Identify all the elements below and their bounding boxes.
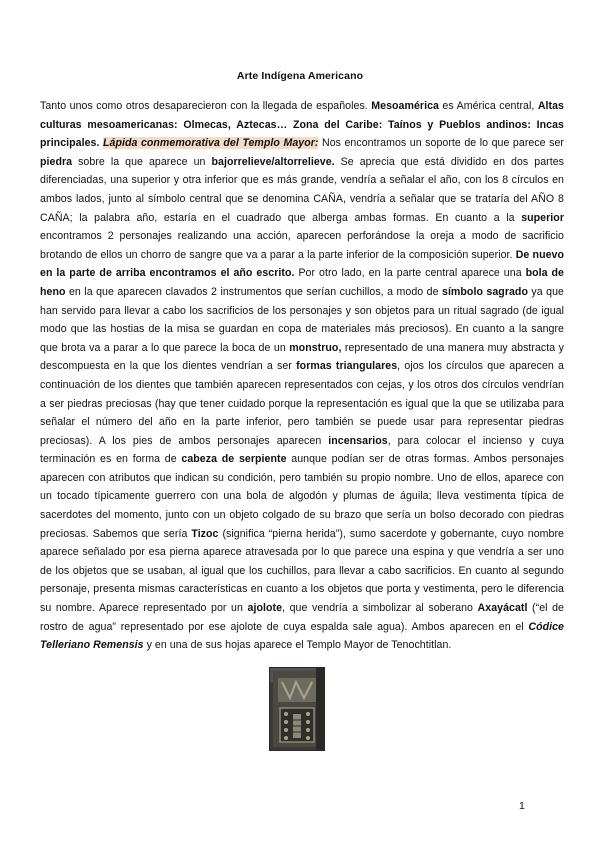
body-paragraph [40,97,564,655]
text-run: representado de una manera muy abstracta y descompuesta en la que los dientes vendrían a ser [40,341,564,373]
bold-term: bola de heno [40,267,564,298]
bold-term: piedra [40,155,73,168]
bold-term: superior [521,211,564,224]
text-run: Nos encontramos un soporte de lo que parece ser [318,137,564,150]
bold-term: cabeza de serpiente [181,453,287,466]
bold-term: Mesoamérica [371,100,439,112]
text-run: encontramos 2 personajes realizando una acción, aparecen perforándose la oreja a modo de sacrificio brotando de ellos un chorro de sangre que va a parar a la parte inferior de la composición superior. [40,230,564,261]
bold-term: bajorrelieve/altorrelieve. [211,155,335,168]
text-run: aunque podían ser de otras formas. Ambos personajes aparecen con atributos que indican su condición, pero también su propio nombre. Uno de ellos, aparece con un tocado típicamente guerrero con una bola de algodón y plumas de águila; lleva vestimenta típica de sacerdotes del momento, junto con un objeto colgado de su brazo que sería un bolso decorado con piedras preciosas. Sabemos que sería [40,453,565,540]
text-run: , ojos los círculos que aparecen a continuación de los dientes que también aparecen representados con cejas, y los otros dos círculos vendrían a ser piedras preciosas (hay que tener cuidado porque la representación es igual que la que se utilizaba para señalar el número del año en la parte inferior, pero también se puede usar para representar piedras preciosas). A los pies de ambos personajes aparecen [40,360,564,447]
document-title: Arte Indígena Americano [236,70,364,82]
bold-term: símbolo sagrado [442,285,528,298]
text-run: , para colocar el incienso y cuya terminación es en forma de [40,434,564,466]
text-run: y en una de sus hojas aparece el Templo Mayor de Tenochtitlan. [143,639,452,652]
text-run: Por otro lado, en la parte central aparece una [294,267,526,280]
stone-relief-photo [269,667,325,751]
bold-term: Códice Telleriano Remensis [40,620,564,652]
bold-term: Altas culturas mesoamericanas: Olmecas, Aztecas… Zona del Caribe: Taínos y Pueblos andinos: Incas principales. [40,100,564,150]
bold-term: monstruo, [289,341,342,354]
text-run: ya que han servido para llevar a cabo los sacrificios de los personajes y son objetos para un ritual sagrado (de igual modo que las hostias de la misa se guardan en copa de materiales más preciosos). En cuanto a la sangre que brota va a parar a lo que parece la boca de un [40,285,564,354]
bold-term: Lápida conmemorativa del Templo Mayor: [103,137,319,150]
text-run: , que vendría a simbolizar al soberano [282,602,478,615]
text-run: es América central, [438,100,538,112]
text-run: (“el de rostro de agua” representado por ese ajolote de cuya espalda sale agua). Ambos aparecen en el [40,602,564,633]
page-number: 1 [519,800,525,812]
text-run: en la que aparecen clavados 2 instrumentos que serían cuchillos, a modo de [65,285,442,298]
text-run: Tanto unos como otros desaparecieron con la llegada de españoles. [40,100,372,112]
bold-term: Axayácatl [477,602,528,615]
bold-term: ajolote [247,602,283,615]
text-run: Se aprecia que está dividido en dos partes diferenciadas, una superior y otra inferior que es más grande, vendría a señalar el año, con los 8 círculos en ambos lados, junto al símbolo central que se denomina CAÑA, vendría a señalar que se trataría del AÑO 8 CAÑA; la palabra año, estaría en el cuadrado que alberga ambas formas. En cuanto a la [40,155,564,224]
bold-term: De nuevo en la parte de arriba encontramos el año escrito. [40,248,564,280]
text-run: sobre la que aparece un [72,155,212,168]
bold-term: formas triangulares [296,360,398,373]
bold-term: incensarios [328,434,388,447]
text-run: (significa “pierna herida”), sumo sacerdote y gobernante, cuyo nombre aparece señalado por esa pierna aparece atravesada por lo que parece una espina y que vendría a ser uno de los objetos que se usaban, al igual que los cuchillos, para llevar a cabo sacrificios. En cuanto al segundo personaje, presenta mismas características en cuanto a los objetos que porta y vestimenta, pero le diferencia su nombre. Aparece representado por un [40,527,564,615]
bold-term: Tizoc [191,527,219,540]
